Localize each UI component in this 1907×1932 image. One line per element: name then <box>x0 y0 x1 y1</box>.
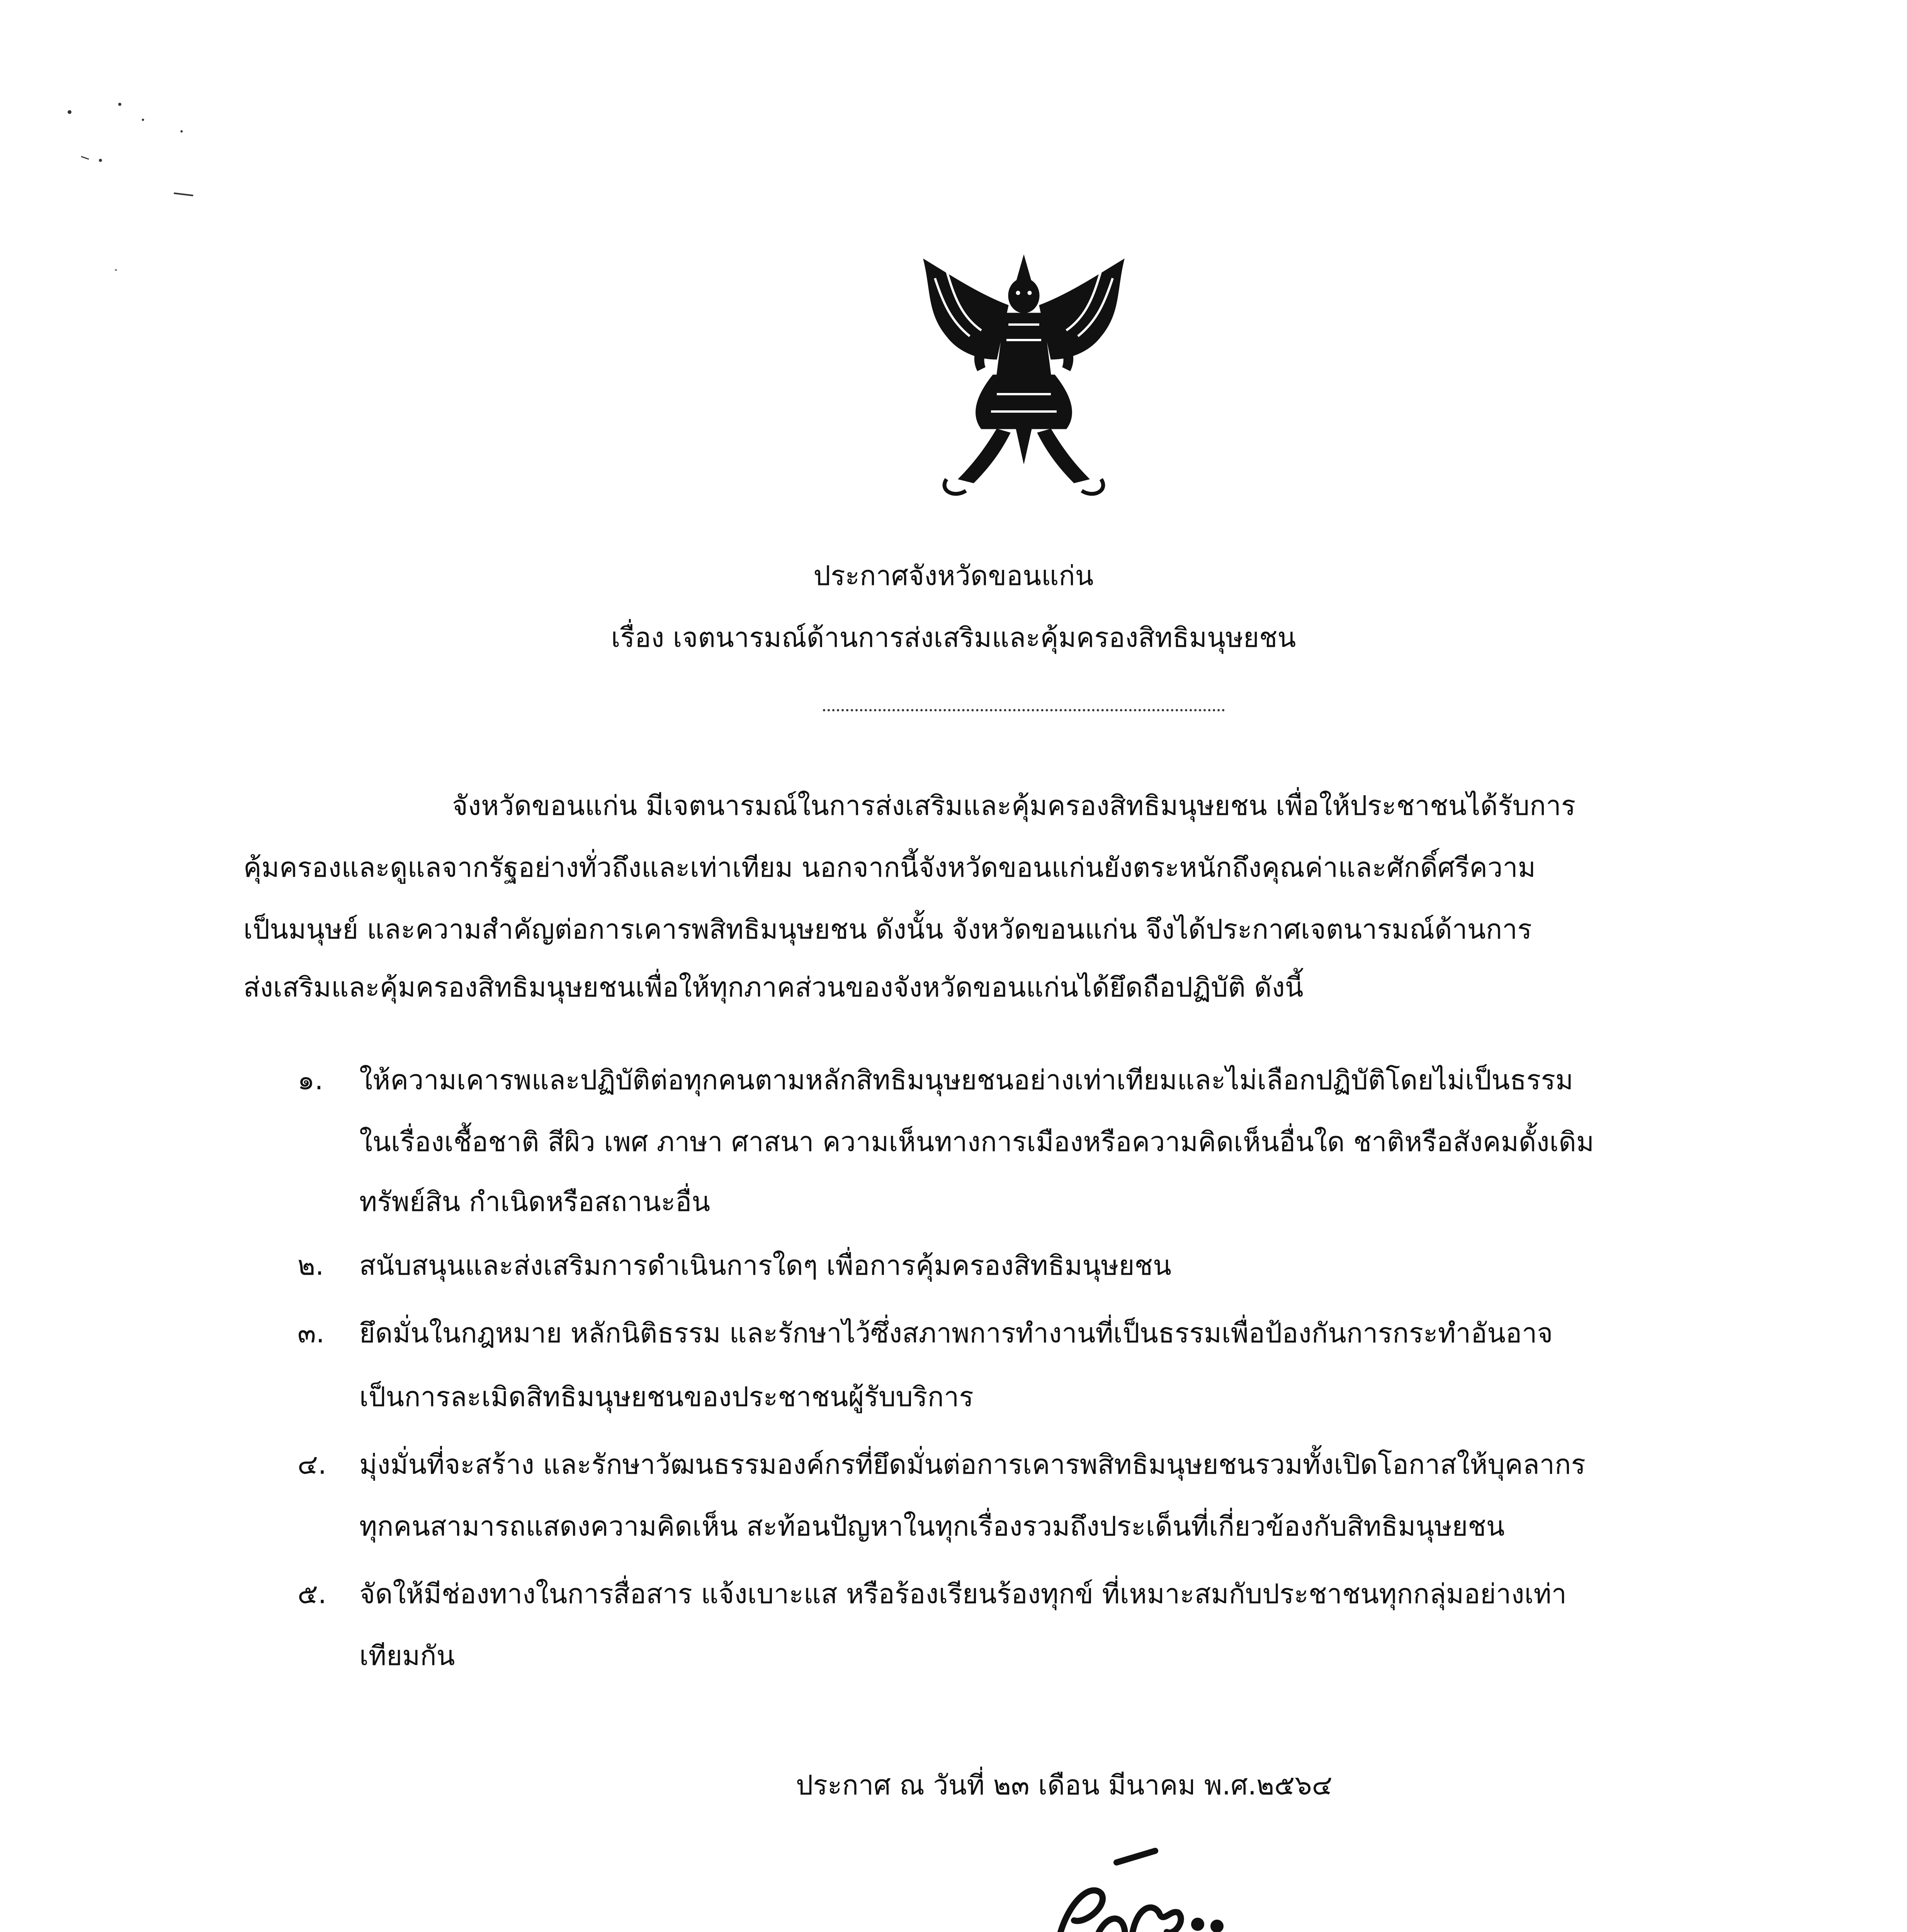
header-divider <box>823 709 1225 711</box>
item-line: สนับสนุนและส่งเสริมการดำเนินการใดๆ เพื่อการคุ้มครองสิทธิมนุษยชน <box>359 1250 1171 1281</box>
item-number: ๓. <box>297 1317 325 1349</box>
item-line: ในเรื่องเชื้อชาติ สีผิว เพศ ภาษา ศาสนา ความเห็นทางการเมืองหรือความคิดเห็นอื่นใด ชาติหรือสังคมดั้งเดิม <box>359 1126 1594 1158</box>
item-line: ให้ความเคารพและปฏิบัติต่อทุกคนตามหลักสิทธิมนุษยชนอย่างเท่าเทียมและไม่เลือกปฏิบัติโดยไม่เป็นธรรม <box>359 1064 1574 1096</box>
intro-line: คุ้มครองและดูแลจากรัฐอย่างทั่วถึงและเท่าเทียม นอกจากนี้จังหวัดขอนแก่นยังตระหนักถึงคุณค่าและศักดิ์ศรีความ <box>243 852 1536 883</box>
announcement-title: ประกาศจังหวัดขอนแก่น <box>813 560 1094 592</box>
item-line: เป็นการละเมิดสิทธิมนุษยชนของประชาชนผู้รับบริการ <box>359 1381 974 1413</box>
item-number: ๑. <box>297 1064 323 1096</box>
intro-line: จังหวัดขอนแก่น มีเจตนารมณ์ในการส่งเสริมและคุ้มครองสิทธิมนุษยชน เพื่อให้ประชาชนได้รับการ <box>452 790 1576 821</box>
handwritten-signature <box>1043 1847 1244 1932</box>
item-line: เทียมกัน <box>359 1640 455 1672</box>
announcement-subject: เรื่อง เจตนารมณ์ด้านการส่งเสริมและคุ้มครองสิทธิมนุษยชน <box>611 622 1296 653</box>
intro-line: เป็นมนุษย์ และความสำคัญต่อการเคารพสิทธิมนุษยชน ดังนั้น จังหวัดขอนแก่น จึงได้ประกาศเจตนารมณ์ด้านการ <box>243 913 1532 945</box>
item-number: ๔. <box>297 1449 327 1480</box>
garuda-emblem-icon <box>900 247 1147 502</box>
item-line: ทุกคนสามารถแสดงความคิดเห็น สะท้อนปัญหาในทุกเรื่องรวมถึงประเด็นที่เกี่ยวข้องกับสิทธิมนุษยชน <box>359 1510 1505 1542</box>
item-line: ยึดมั่นในกฎหมาย หลักนิติธรรม และรักษาไว้ซึ่งสภาพการทำงานที่เป็นธรรมเพื่อป้องกันการกระทำอันอาจ <box>359 1317 1553 1349</box>
item-line: ทรัพย์สิน กำเนิดหรือสถานะอื่น <box>359 1186 710 1218</box>
scan-specks <box>46 77 240 270</box>
item-line: จัดให้มีช่องทางในการสื่อสาร แจ้งเบาะแส หรือร้องเรียนร้องทุกข์ ที่เหมาะสมกับประชาชนทุกกลุ่มอย่างเท่า <box>359 1578 1567 1610</box>
item-number: ๒. <box>297 1250 324 1281</box>
announcement-date: ประกาศ ณ วันที่ ๒๓ เดือน มีนาคม พ.ศ.๒๕๖๔ <box>796 1769 1333 1801</box>
intro-line: ส่งเสริมและคุ้มครองสิทธิมนุษยชนเพื่อให้ทุกภาคส่วนของจังหวัดขอนแก่นได้ยึดถือปฏิบัติ ดังนี้ <box>243 971 1304 1003</box>
item-line: มุ่งมั่นที่จะสร้าง และรักษาวัฒนธรรมองค์กรที่ยึดมั่นต่อการเคารพสิทธิมนุษยชนรวมทั้งเปิดโอกาสให้บุคลากร <box>359 1449 1586 1480</box>
item-number: ๕. <box>297 1578 327 1610</box>
